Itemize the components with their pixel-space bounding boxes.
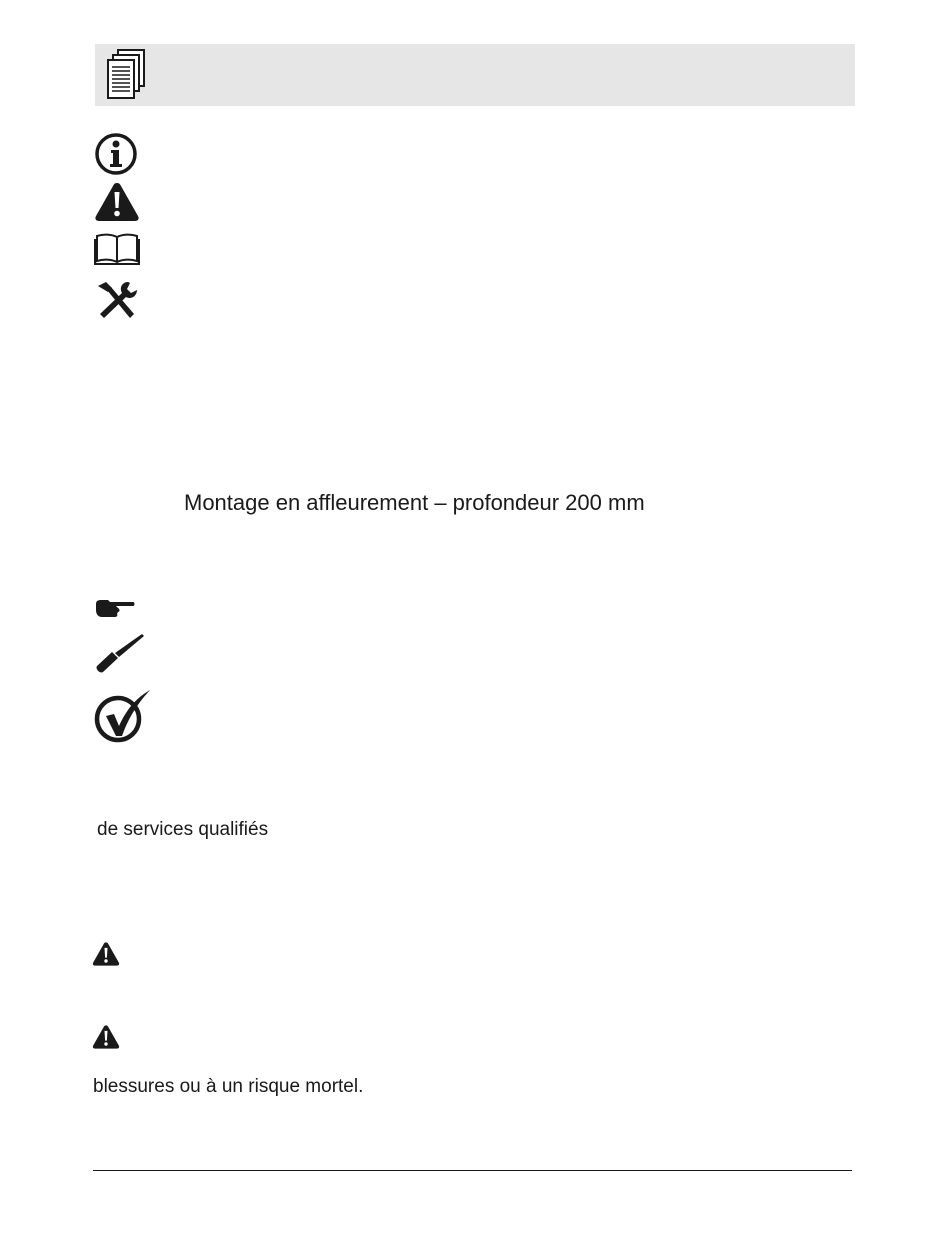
header-band (95, 44, 855, 106)
info-icon (94, 132, 138, 176)
footer-rule (93, 1170, 852, 1171)
screwdriver-icon (94, 632, 146, 674)
small-warning-icon (92, 941, 120, 967)
tools-icon (94, 280, 140, 322)
qualified-services-text: de services qualifiés (97, 819, 269, 840)
book-icon (94, 232, 140, 266)
documents-icon (104, 48, 148, 102)
section-subtitle: Montage en affleurement – profondeur 200 mm (184, 490, 645, 515)
warning-icon (94, 181, 140, 223)
injury-warning-text: blessures ou à un risque mortel. (93, 1076, 364, 1097)
checkmark-icon (94, 688, 152, 746)
small-warning-icon (92, 1024, 120, 1050)
pointing-hand-icon (94, 598, 136, 620)
